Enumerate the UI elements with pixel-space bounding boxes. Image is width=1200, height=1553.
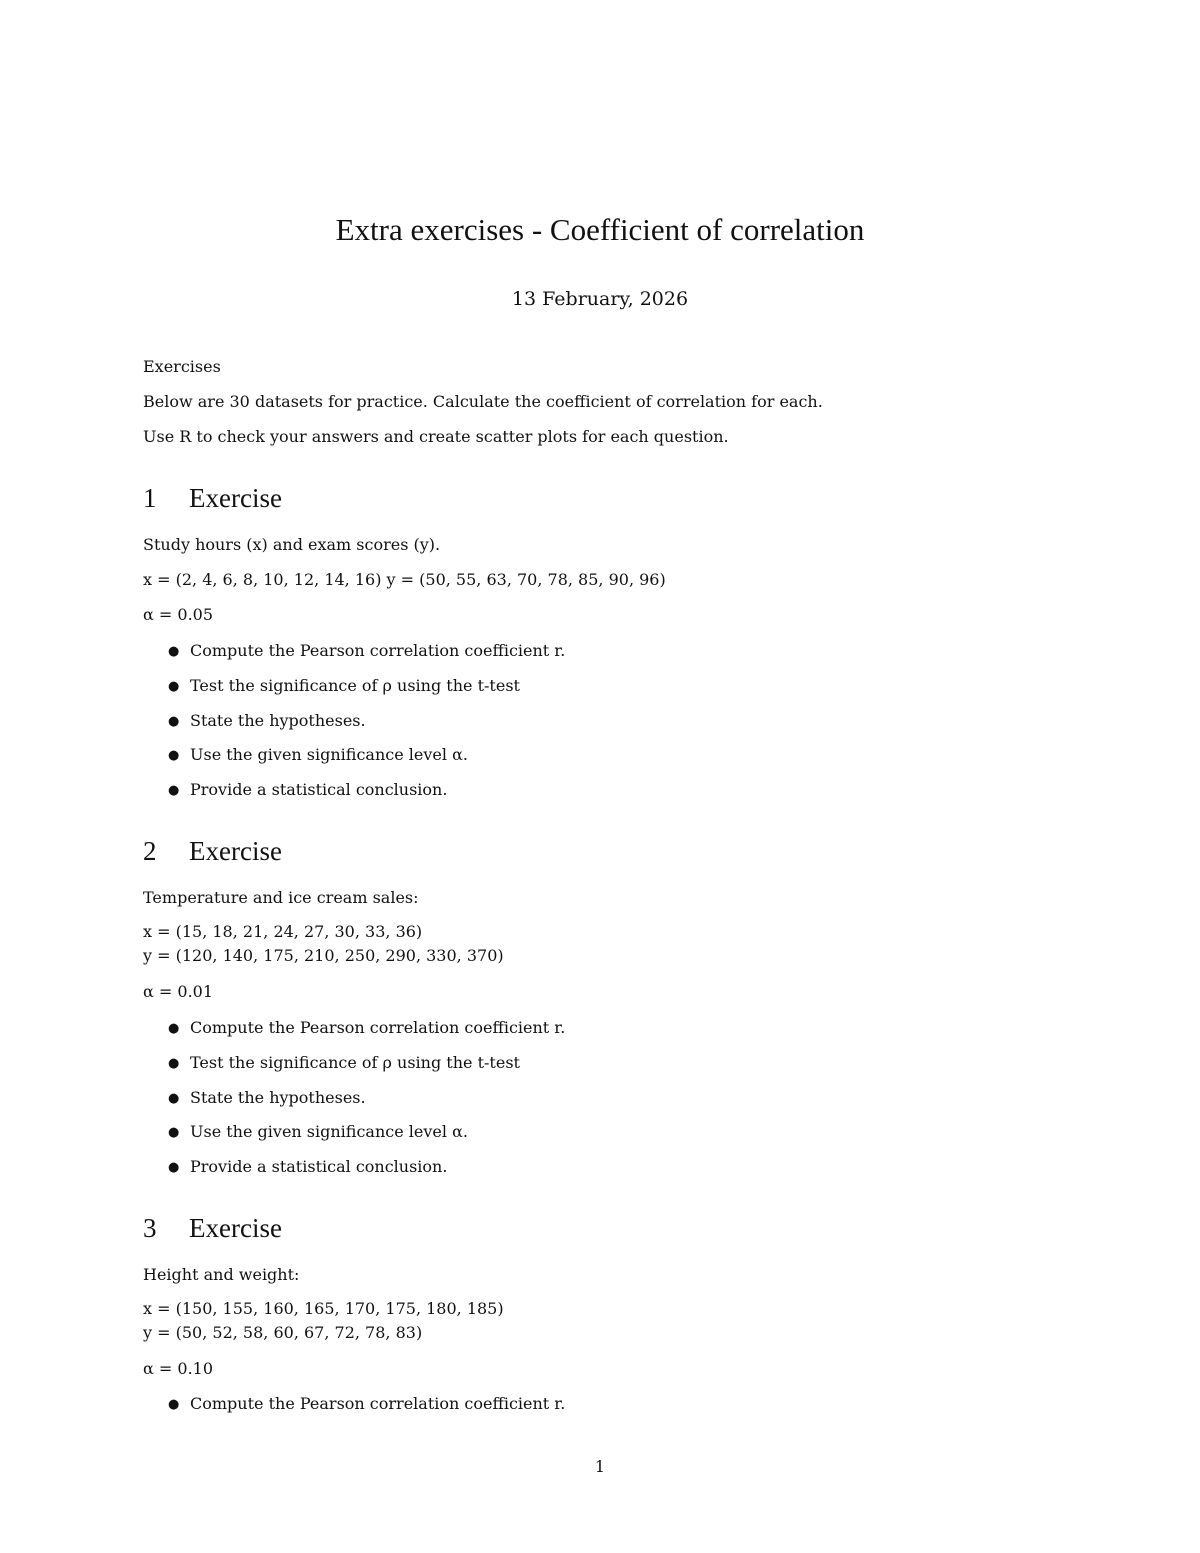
section-number: 1 <box>143 483 157 513</box>
bullet-icon: ● <box>168 714 180 729</box>
bullet-icon: ● <box>168 644 180 659</box>
intro-line-1: Below are 30 datasets for practice. Calculate the coefficient of correlation for each. <box>143 392 823 411</box>
list-item: ● Compute the Pearson correlation coefficient r. <box>168 1018 566 1037</box>
list-item: ● Test the significance of ρ using the t-test <box>168 676 520 695</box>
bullet-icon: ● <box>168 783 180 798</box>
bullet-icon: ● <box>168 1091 180 1106</box>
list-item: ● Compute the Pearson correlation coefficient r. <box>168 1394 566 1413</box>
exercise-1-description: Study hours (x) and exam scores (y). <box>143 535 441 554</box>
list-item: ● Provide a statistical conclusion. <box>168 1157 448 1176</box>
section-number: 3 <box>143 1213 157 1243</box>
section-title: Exercise <box>189 836 282 866</box>
bullet-icon: ● <box>168 1021 180 1036</box>
exercise-3-alpha: α = 0.10 <box>143 1359 214 1378</box>
exercise-3-data-y: y = (50, 52, 58, 60, 67, 72, 78, 83) <box>143 1323 423 1342</box>
intro-line-2: Use R to check your answers and create scatter plots for each question. <box>143 427 729 446</box>
section-heading-3 <box>143 1213 282 1244</box>
list-item: ● Provide a statistical conclusion. <box>168 780 448 799</box>
bullet-icon: ● <box>168 1397 180 1412</box>
bullet-icon: ● <box>168 1056 180 1071</box>
intro-heading: Exercises <box>143 357 221 376</box>
section-title: Exercise <box>189 483 282 513</box>
exercise-2-alpha: α = 0.01 <box>143 982 214 1001</box>
section-number: 2 <box>143 836 157 866</box>
list-item: ● Use the given significance level α. <box>168 1122 468 1141</box>
bullet-icon: ● <box>168 748 180 763</box>
exercise-1-data-x-y: x = (2, 4, 6, 8, 10, 12, 14, 16) y = (50, 55, 63, 70, 78, 85, 90, 96) <box>143 570 666 589</box>
bullet-icon: ● <box>168 1125 180 1140</box>
bullet-icon: ● <box>168 1160 180 1175</box>
section-title: Exercise <box>189 1213 282 1243</box>
page-number: 1 <box>594 1457 606 1476</box>
list-item: ● Use the given significance level α. <box>168 745 468 764</box>
list-item: ● State the hypotheses. <box>168 711 366 730</box>
section-heading-2 <box>143 836 282 867</box>
bullet-icon: ● <box>168 679 180 694</box>
exercise-2-data-x: x = (15, 18, 21, 24, 27, 30, 33, 36) <box>143 922 423 941</box>
exercise-2-description: Temperature and ice cream sales: <box>143 888 419 907</box>
section-heading-1 <box>143 483 282 514</box>
exercise-2-data-y: y = (120, 140, 175, 210, 250, 290, 330, 370) <box>143 946 504 965</box>
list-item: ● Test the significance of ρ using the t-test <box>168 1053 520 1072</box>
document-date: 13 February, 2026 <box>511 288 689 310</box>
exercise-3-description: Height and weight: <box>143 1265 300 1284</box>
document-title: Extra exercises - Coefficient of correlation <box>335 212 865 247</box>
list-item: ● State the hypotheses. <box>168 1088 366 1107</box>
list-item: ● Compute the Pearson correlation coefficient r. <box>168 641 566 660</box>
exercise-3-data-x: x = (150, 155, 160, 165, 170, 175, 180, 185) <box>143 1299 504 1318</box>
exercise-1-alpha: α = 0.05 <box>143 605 214 624</box>
